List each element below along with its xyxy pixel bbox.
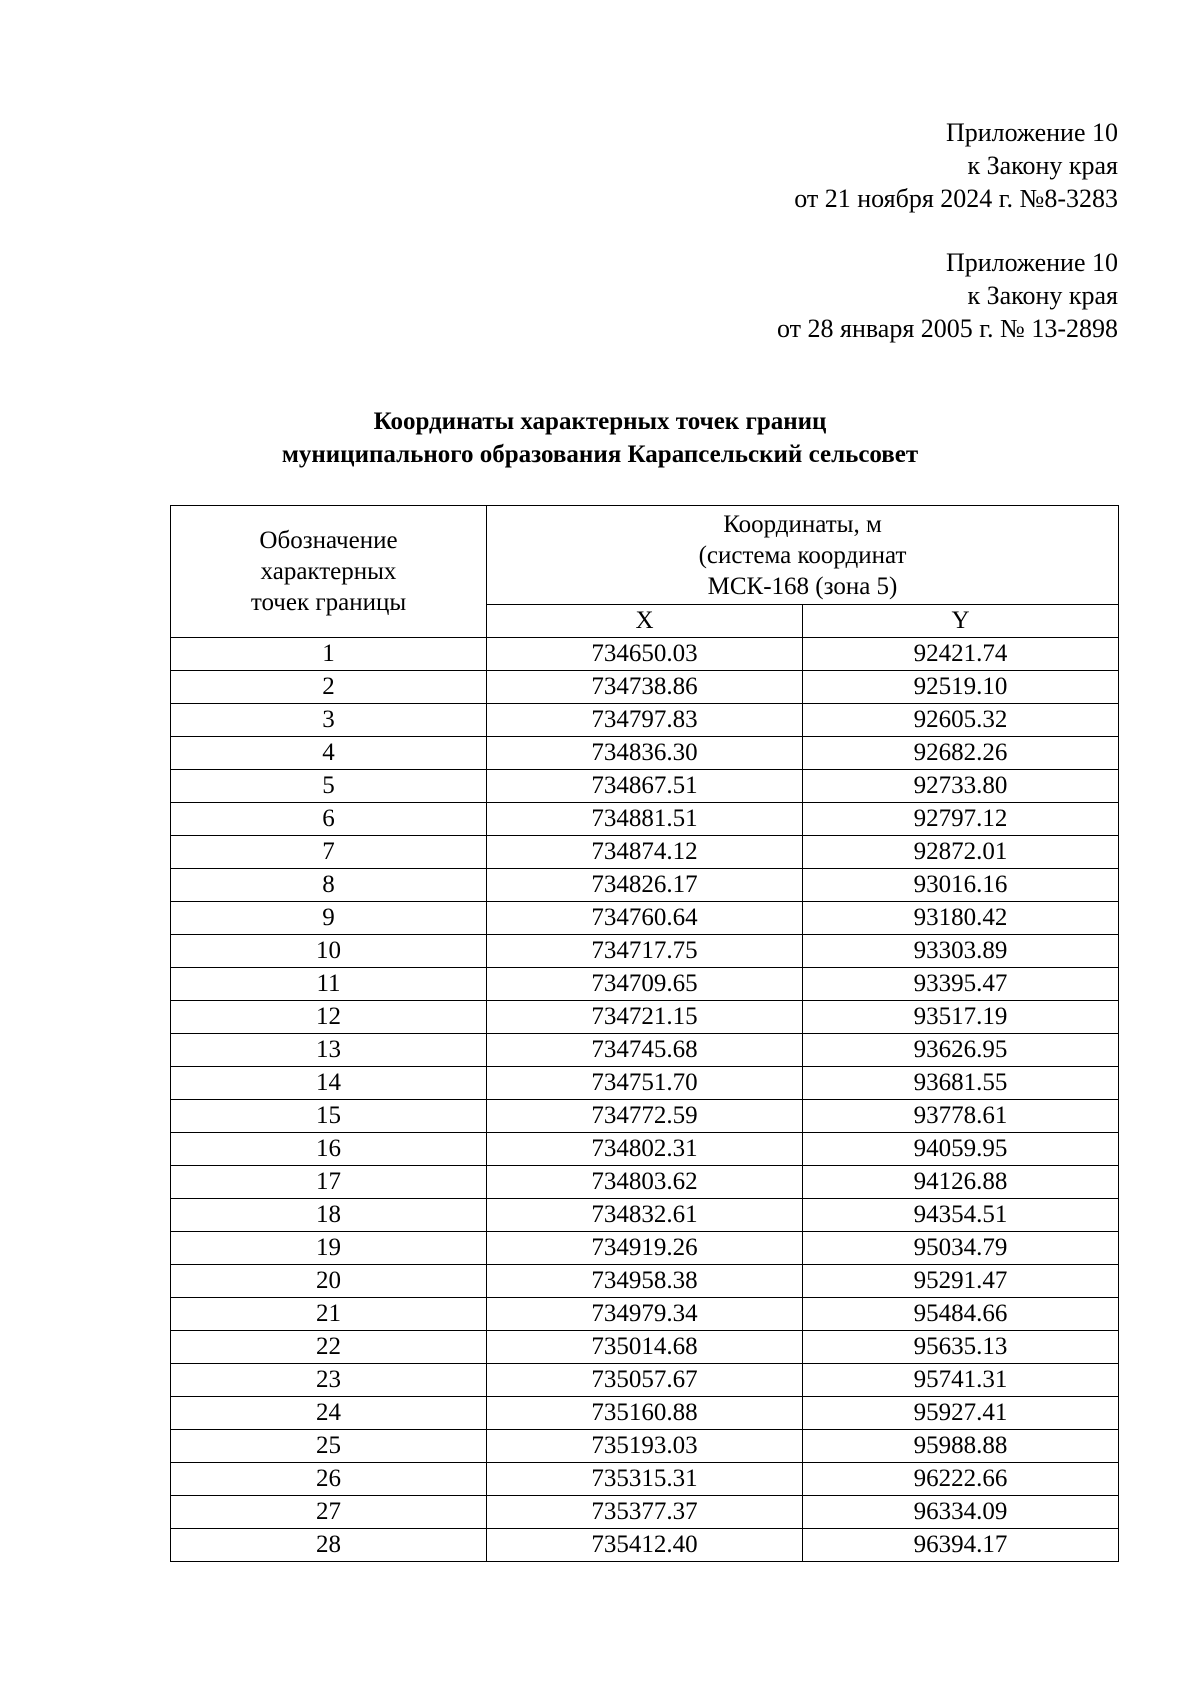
appendix-reference-original (777, 246, 1118, 345)
point-number-cell: 20 (171, 1265, 487, 1298)
point-number-cell: 5 (171, 770, 487, 803)
table-row (171, 737, 1119, 770)
y-coordinate-cell: 95635.13 (803, 1331, 1119, 1364)
y-coordinate-cell: 92872.01 (803, 836, 1119, 869)
y-coordinate-cell: 96222.66 (803, 1463, 1119, 1496)
x-coordinate-cell: 734874.12 (487, 836, 803, 869)
x-coordinate-cell: 735057.67 (487, 1364, 803, 1397)
y-coordinate-cell: 94354.51 (803, 1199, 1119, 1232)
table-row (171, 1265, 1119, 1298)
title-line-2: муниципального образования Карапсельский сельсовет (281, 441, 919, 468)
y-coordinate-cell: 92519.10 (803, 671, 1119, 704)
x-coordinate-cell: 734721.15 (487, 1001, 803, 1034)
y-coordinate-cell: 95034.79 (803, 1232, 1119, 1265)
table-row (171, 1331, 1119, 1364)
table-row (171, 902, 1119, 935)
appendix-number: Приложение 10 (945, 248, 1118, 277)
point-number-cell: 27 (171, 1496, 487, 1529)
y-coordinate-cell: 92682.26 (803, 737, 1119, 770)
y-coordinate-cell: 93681.55 (803, 1067, 1119, 1100)
y-coordinate-cell: 92605.32 (803, 704, 1119, 737)
table-row (171, 1496, 1119, 1529)
y-coordinate-cell: 93303.89 (803, 935, 1119, 968)
point-number-cell: 11 (171, 968, 487, 1001)
table-row (171, 1463, 1119, 1496)
table-row (171, 1364, 1119, 1397)
table-row (171, 770, 1119, 803)
point-number-cell: 10 (171, 935, 487, 968)
y-coordinate-cell: 94059.95 (803, 1133, 1119, 1166)
table-row (171, 1199, 1119, 1232)
x-coordinate-cell: 734802.31 (487, 1133, 803, 1166)
x-coordinate-cell: 734751.70 (487, 1067, 803, 1100)
table-row (171, 1133, 1119, 1166)
table-row (171, 1529, 1119, 1562)
x-coordinate-cell: 734826.17 (487, 869, 803, 902)
y-coordinate-cell: 92421.74 (803, 638, 1119, 671)
y-coordinate-cell: 95291.47 (803, 1265, 1119, 1298)
x-coordinate-cell: 734867.51 (487, 770, 803, 803)
title-line-1: Координаты характерных точек границ (373, 408, 827, 435)
x-coordinate-cell: 735193.03 (487, 1430, 803, 1463)
point-number-cell: 25 (171, 1430, 487, 1463)
x-coordinate-cell: 734772.59 (487, 1100, 803, 1133)
table-body (171, 638, 1119, 1562)
x-coordinate-cell: 734760.64 (487, 902, 803, 935)
table-row (171, 1430, 1119, 1463)
x-coordinate-cell: 734979.34 (487, 1298, 803, 1331)
table-row (171, 1397, 1119, 1430)
appendix-date: от 28 января 2005 г. № 13-2898 (776, 314, 1118, 343)
appendix-number: Приложение 10 (945, 118, 1118, 147)
y-coordinate-cell: 95927.41 (803, 1397, 1119, 1430)
point-number-cell: 16 (171, 1133, 487, 1166)
point-number-cell: 3 (171, 704, 487, 737)
y-coordinate-cell: 95988.88 (803, 1430, 1119, 1463)
table-row (171, 704, 1119, 737)
y-coordinate-cell: 95741.31 (803, 1364, 1119, 1397)
point-number-cell: 28 (171, 1529, 487, 1562)
table-row (171, 1034, 1119, 1067)
x-coordinate-cell: 734709.65 (487, 968, 803, 1001)
y-coordinate-cell: 93517.19 (803, 1001, 1119, 1034)
point-number-cell: 13 (171, 1034, 487, 1067)
point-number-cell: 4 (171, 737, 487, 770)
point-number-cell: 12 (171, 1001, 487, 1034)
y-coordinate-cell: 93626.95 (803, 1034, 1119, 1067)
point-number-cell: 26 (171, 1463, 487, 1496)
point-number-cell: 22 (171, 1331, 487, 1364)
y-coordinate-cell: 92797.12 (803, 803, 1119, 836)
y-coordinate-cell: 93180.42 (803, 902, 1119, 935)
appendix-reference-current (794, 116, 1118, 215)
x-coordinate-cell: 734650.03 (487, 638, 803, 671)
point-number-cell: 19 (171, 1232, 487, 1265)
y-coordinate-cell: 93778.61 (803, 1100, 1119, 1133)
document-title (0, 405, 1200, 471)
appendix-law: к Закону края (967, 151, 1118, 180)
x-coordinate-cell: 735014.68 (487, 1331, 803, 1364)
y-coordinate-cell: 93395.47 (803, 968, 1119, 1001)
point-number-cell: 23 (171, 1364, 487, 1397)
table-row (171, 1001, 1119, 1034)
point-number-cell: 7 (171, 836, 487, 869)
y-coordinate-cell: 92733.80 (803, 770, 1119, 803)
point-number-cell: 6 (171, 803, 487, 836)
y-coordinate-cell: 95484.66 (803, 1298, 1119, 1331)
point-number-cell: 8 (171, 869, 487, 902)
point-number-cell: 9 (171, 902, 487, 935)
x-coordinate-cell: 734797.83 (487, 704, 803, 737)
x-coordinate-cell: 734717.75 (487, 935, 803, 968)
table-row (171, 803, 1119, 836)
table-row (171, 1067, 1119, 1100)
table-row (171, 869, 1119, 902)
table-row (171, 1232, 1119, 1265)
x-coordinate-cell: 734803.62 (487, 1166, 803, 1199)
y-coordinate-cell: 96334.09 (803, 1496, 1119, 1529)
point-number-cell: 18 (171, 1199, 487, 1232)
header-x: X (487, 605, 803, 638)
x-coordinate-cell: 735315.31 (487, 1463, 803, 1496)
table-row (171, 638, 1119, 671)
x-coordinate-cell: 735412.40 (487, 1529, 803, 1562)
appendix-date: от 21 ноября 2024 г. №8-3283 (794, 184, 1118, 213)
x-coordinate-cell: 734832.61 (487, 1199, 803, 1232)
table-row (171, 1166, 1119, 1199)
header-point-designation: Обозначение характерных точек границы (171, 506, 487, 638)
table-row (171, 968, 1119, 1001)
point-number-cell: 14 (171, 1067, 487, 1100)
table-row (171, 1100, 1119, 1133)
appendix-law: к Закону края (967, 281, 1118, 310)
x-coordinate-cell: 735377.37 (487, 1496, 803, 1529)
y-coordinate-cell: 93016.16 (803, 869, 1119, 902)
y-coordinate-cell: 96394.17 (803, 1529, 1119, 1562)
table-row (171, 671, 1119, 704)
point-number-cell: 1 (171, 638, 487, 671)
point-number-cell: 17 (171, 1166, 487, 1199)
x-coordinate-cell: 735160.88 (487, 1397, 803, 1430)
y-coordinate-cell: 94126.88 (803, 1166, 1119, 1199)
x-coordinate-cell: 734745.68 (487, 1034, 803, 1067)
table-row (171, 1298, 1119, 1331)
table-row (171, 836, 1119, 869)
header-y: Y (803, 605, 1119, 638)
point-number-cell: 24 (171, 1397, 487, 1430)
x-coordinate-cell: 734958.38 (487, 1265, 803, 1298)
point-number-cell: 15 (171, 1100, 487, 1133)
x-coordinate-cell: 734881.51 (487, 803, 803, 836)
point-number-cell: 2 (171, 671, 487, 704)
header-coordinates: Координаты, м (система координат МСК-168 (зона 5) (487, 506, 1119, 605)
x-coordinate-cell: 734836.30 (487, 737, 803, 770)
point-number-cell: 21 (171, 1298, 487, 1331)
coordinates-table (170, 505, 1119, 1562)
x-coordinate-cell: 734738.86 (487, 671, 803, 704)
table-row (171, 935, 1119, 968)
x-coordinate-cell: 734919.26 (487, 1232, 803, 1265)
